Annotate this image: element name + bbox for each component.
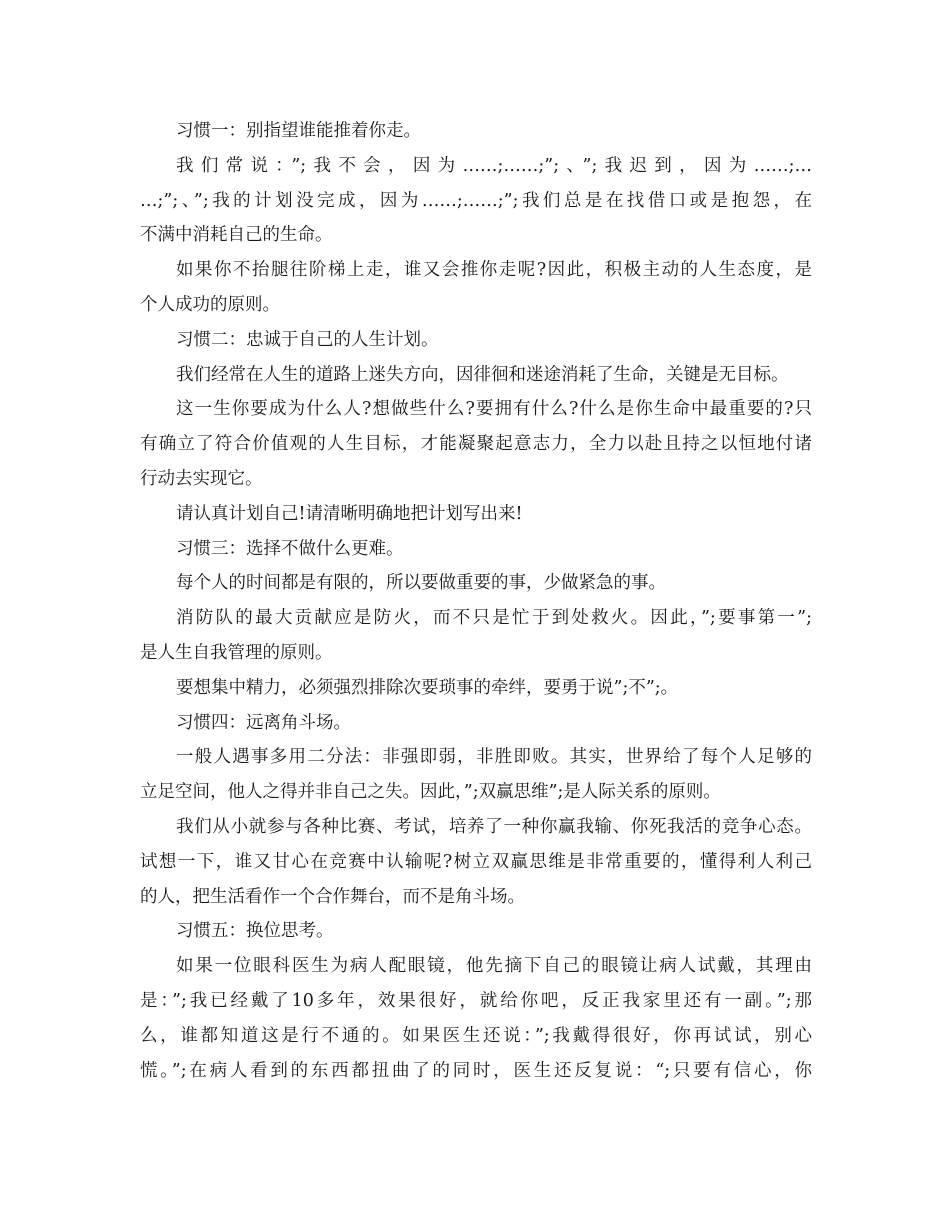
text-line: 习惯二：忠诚于自己的人生计划。 <box>176 329 439 350</box>
text-line: 不满中消耗自己的生命。 <box>140 225 333 246</box>
text-line: 立足空间，他人之得并非自己之失。因此，”;双赢思维”;是人际关系的原则。 <box>140 782 721 803</box>
text-line: 如果你不抬腿往阶梯上走，谁又会推你走呢?因此，积极主动的人生态度，是 <box>176 260 812 281</box>
text-line: 试想一下，谁又甘心在竞赛中认输呢?树立双赢思维是非常重要的，懂得利人利己 <box>140 851 812 872</box>
text-line: 我们从小就参与各种比赛、考试，培养了一种你赢我输、你死我活的竞争心态。 <box>176 816 812 837</box>
text-line: 消防队的最大贡献应是防火，而不只是忙于到处救火。因此，”;要事第一”; <box>176 608 812 629</box>
text-line: 是：”;我已经戴了10多年，效果很好，就给你吧，反正我家里还有一副。”;那 <box>140 990 812 1011</box>
text-line: 这一生你要成为什么人?想做些什么?要拥有什么?什么是你生命中最重要的?只 <box>176 399 812 420</box>
text-line: 习惯四：远离角斗场。 <box>176 712 351 733</box>
text-line: 习惯一：别指望谁能推着你走。 <box>176 121 421 141</box>
text-line: 的人，把生活看作一个合作舞台，而不是角斗场。 <box>140 886 525 907</box>
text-line: 么，谁都知道这是行不通的。如果医生还说：”;我戴得很好，你再试试，别心 <box>140 1025 812 1046</box>
text-line: 行动去实现它。 <box>140 468 263 489</box>
text-line: 我们常说：”;我不会，因为……;……;”;、”;我迟到，因为……;… <box>176 155 812 176</box>
text-line: 请认真计划自己!请清晰明确地把计划写出来! <box>176 503 523 524</box>
text-line: 个人成功的原则。 <box>140 294 280 315</box>
document-body <box>140 114 812 1088</box>
text-line: 慌。”;在病人看到的东西都扭曲了的同时，医生还反复说：“;只要有信心，你 <box>140 1060 812 1081</box>
text-line: 一般人遇事多用二分法：非强即弱，非胜即败。其实，世界给了每个人足够的 <box>176 747 812 768</box>
text-line: 每个人的时间都是有限的，所以要做重要的事，少做紧急的事。 <box>176 573 666 594</box>
text-line: 有确立了符合价值观的人生目标，才能凝聚起意志力，全力以赴且持之以恒地付诸 <box>140 434 812 455</box>
text-line: 习惯五：换位思考。 <box>176 921 334 942</box>
text-line: 习惯三：选择不做什么更难。 <box>176 538 404 559</box>
text-line: 是人生自我管理的原则。 <box>140 642 333 663</box>
text-line: 我们经常在人生的道路上迷失方向，因徘徊和迷途消耗了生命，关键是无目标。 <box>176 364 789 385</box>
text-line: 如果一位眼科医生为病人配眼镜，他先摘下自己的眼镜让病人试戴，其理由 <box>176 956 812 977</box>
text-line: …;”;、”;我的计划没完成，因为……;……;”;我们总是在找借口或是抱怨，在 <box>140 190 812 211</box>
text-line: 要想集中精力，必须强烈排除次要琐事的牵绊，要勇于说”;不”;。 <box>176 677 679 698</box>
